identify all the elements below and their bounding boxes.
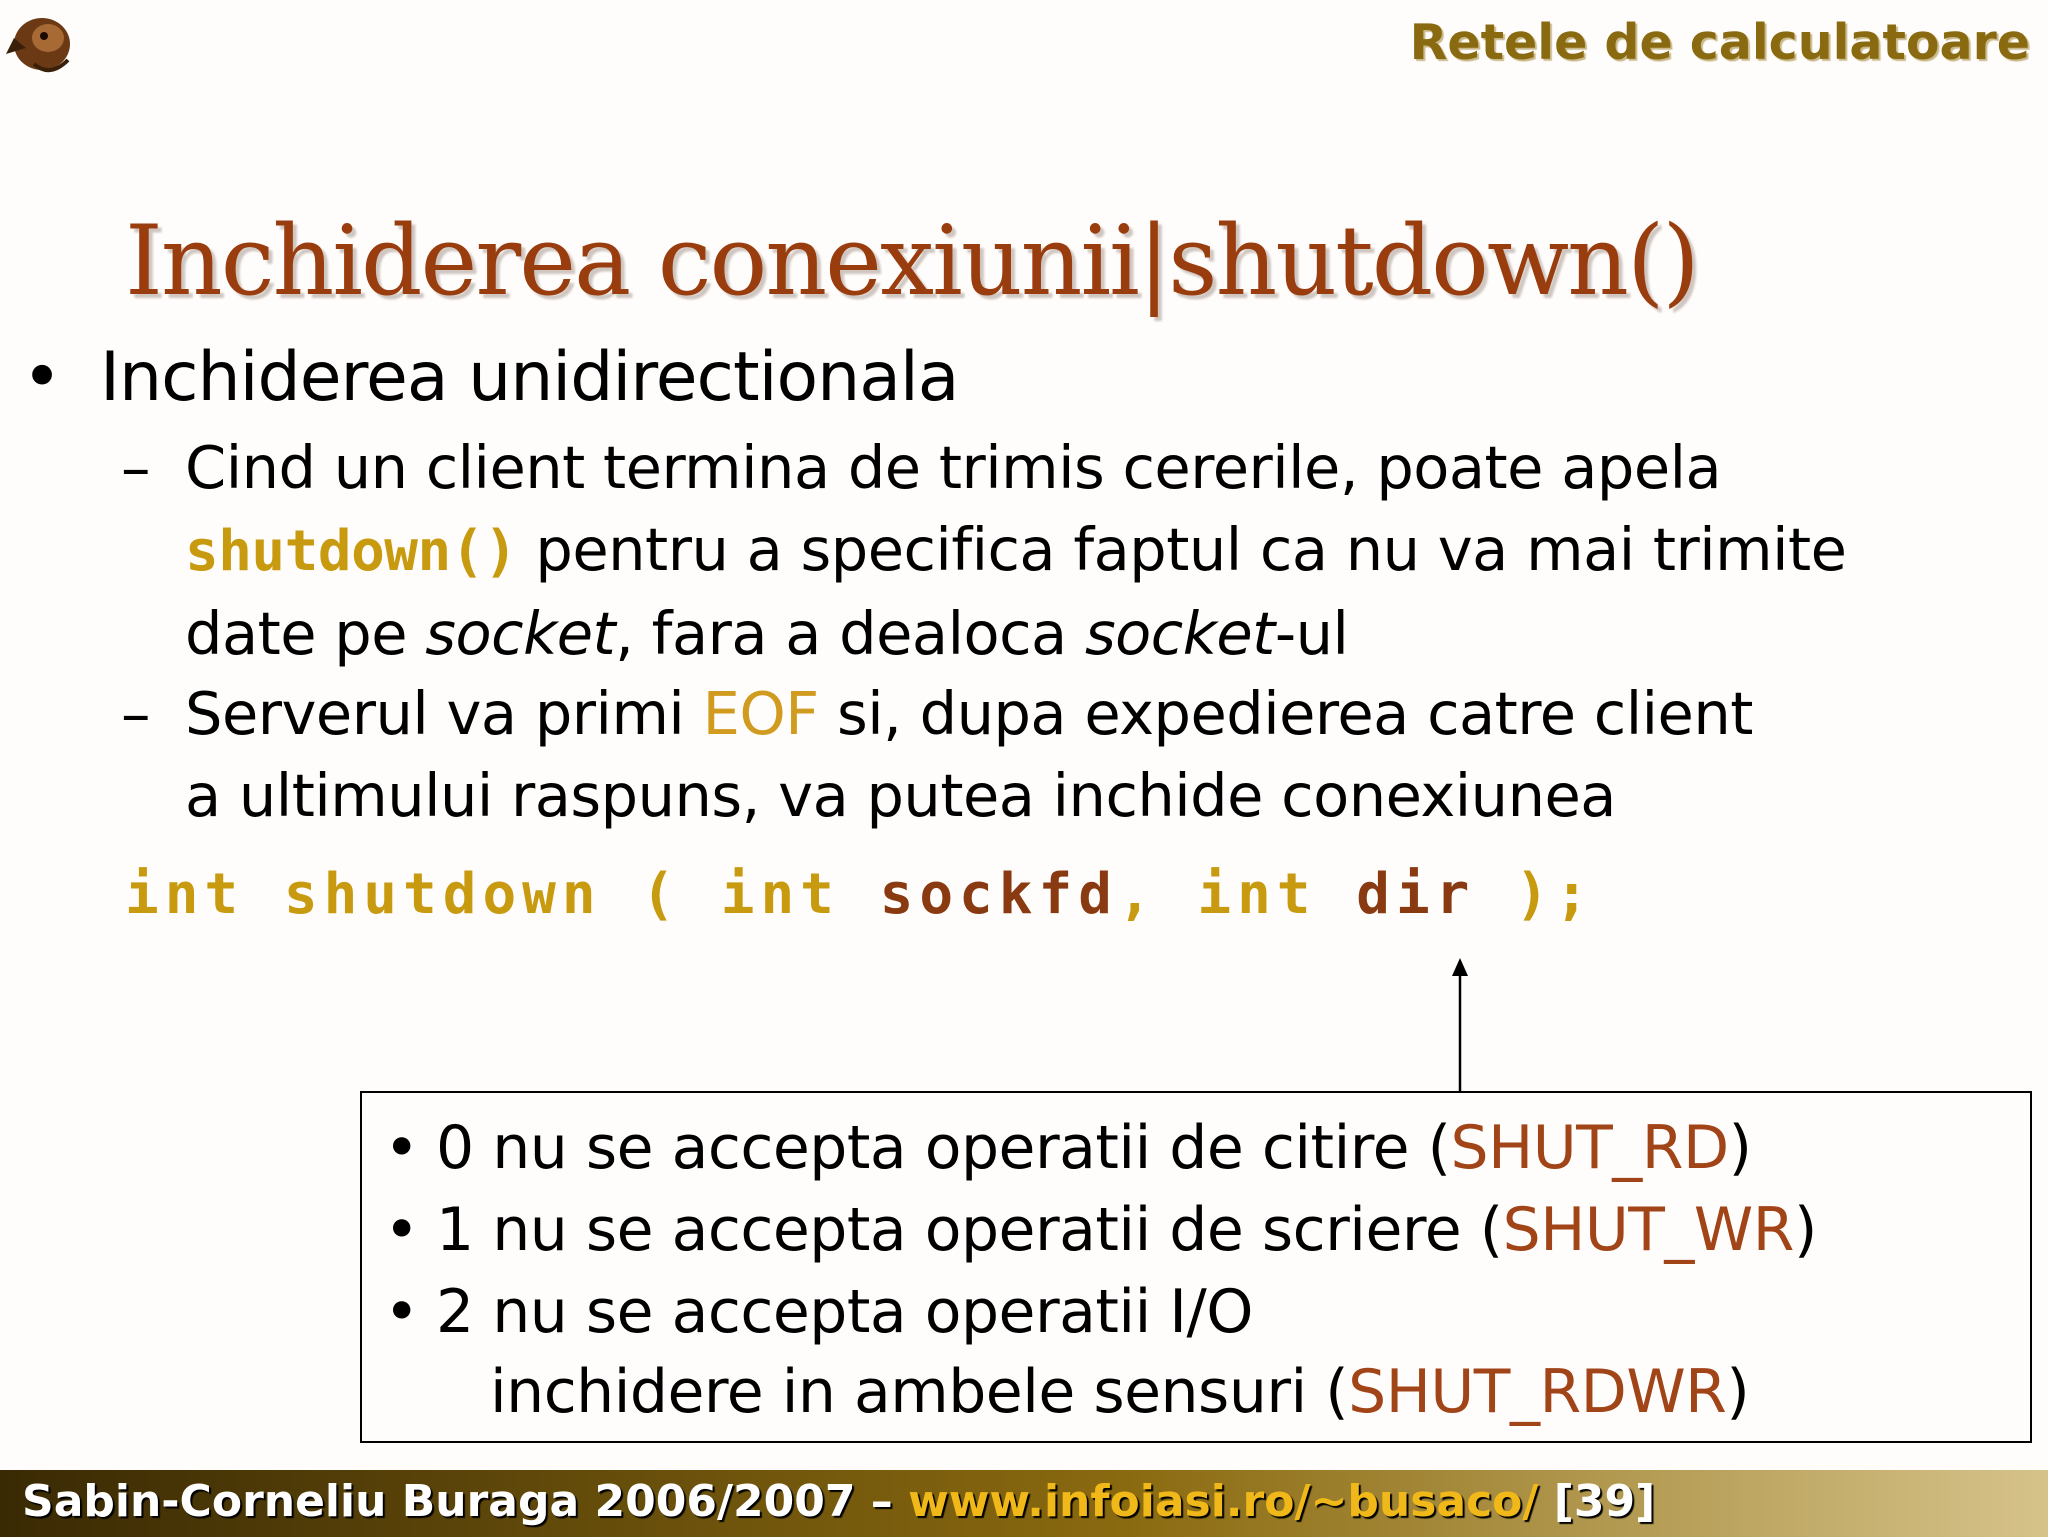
dir-value-2-continuation xyxy=(490,1357,1749,1427)
footer-bar xyxy=(0,1470,2048,1537)
sig-close: ); xyxy=(1515,862,1595,927)
slide-title xyxy=(125,205,1698,317)
bullet-main xyxy=(22,338,958,417)
bullet-main-text: Inchiderea unidirectionala xyxy=(100,338,959,417)
paren-close: ) xyxy=(1728,1113,1752,1183)
footer-author: Sabin-Corneliu Buraga 2006/2007 – xyxy=(22,1476,909,1527)
sig-int-2: int xyxy=(720,862,840,927)
sub1-line2 xyxy=(185,509,1846,593)
shut-wr-constant: SHUT_WR xyxy=(1502,1195,1794,1265)
arrow-up-icon xyxy=(1400,950,1520,1100)
socket-term-2: socket xyxy=(1084,599,1275,668)
sig-param-sockfd: sockfd xyxy=(879,862,1118,927)
continuation-text: inchidere in ambele sensuri ( xyxy=(490,1357,1349,1427)
title-left: Inchiderea conexiunii xyxy=(125,205,1138,317)
sub1-line3-a: date pe xyxy=(185,599,426,668)
socket-term: socket xyxy=(425,599,616,668)
box-bullet: • xyxy=(384,1277,419,1347)
dir-value-2-text: 2 nu se accepta operatii I/O xyxy=(436,1277,1253,1347)
shutdown-code: shutdown() xyxy=(185,519,518,584)
eof-term: EOF xyxy=(702,679,819,748)
dir-value-2 xyxy=(384,1277,1253,1347)
title-right: shutdown() xyxy=(1168,205,1698,317)
sub1-line3-c: -ul xyxy=(1274,599,1349,668)
sig-comma: , xyxy=(1117,862,1158,927)
sub-bullet-server xyxy=(121,673,1753,837)
footer-link[interactable]: www.infoiasi.ro/~busaco/ xyxy=(908,1476,1539,1527)
footer-text xyxy=(22,1476,1655,1527)
dir-values-box xyxy=(360,1091,2032,1443)
sub1-line3 xyxy=(185,593,1846,675)
title-separator: | xyxy=(1137,205,1169,317)
sub1-line3-b: , fara a dealoca xyxy=(615,599,1085,668)
sub2-line1-b: si, dupa expedierea catre client xyxy=(818,679,1753,748)
sig-int-1: int xyxy=(125,862,245,927)
paren-close: ) xyxy=(1793,1195,1817,1265)
footer-page-number: [39] xyxy=(1538,1476,1656,1527)
dash-marker: – xyxy=(121,679,150,748)
sub2-line1 xyxy=(185,673,1753,755)
sub-bullet-client xyxy=(121,427,1847,675)
sig-function-name: shutdown xyxy=(283,862,602,927)
dir-value-1 xyxy=(384,1195,1817,1265)
box-bullet: • xyxy=(384,1195,419,1265)
sub2-line2: a ultimului raspuns, va putea inchide conexiunea xyxy=(185,761,1616,830)
dir-value-0 xyxy=(384,1113,1752,1183)
sub2-line1-a: Serverul va primi xyxy=(185,679,703,748)
sub1-line1: Cind un client termina de trimis cererile, poate apela xyxy=(185,433,1722,502)
shut-rd-constant: SHUT_RD xyxy=(1450,1113,1729,1183)
dir-value-0-text: 0 nu se accepta operatii de citire ( xyxy=(436,1113,1451,1183)
shut-rdwr-constant: SHUT_RDWR xyxy=(1348,1357,1727,1427)
bullet-marker: • xyxy=(22,338,62,417)
bird-head-icon xyxy=(4,8,76,80)
dash-marker: – xyxy=(121,433,150,502)
sig-int-3: int xyxy=(1197,862,1317,927)
dir-value-1-text: 1 nu se accepta operatii de scriere ( xyxy=(436,1195,1503,1265)
box-bullet: • xyxy=(384,1113,419,1183)
sig-open-paren: ( xyxy=(641,862,682,927)
function-signature xyxy=(125,862,1595,927)
course-title: Retele de calculatoare xyxy=(1409,14,2030,71)
sub1-line2-rest: pentru a specifica faptul ca nu va mai trimite xyxy=(517,515,1847,584)
paren-close: ) xyxy=(1726,1357,1750,1427)
sig-param-dir: dir xyxy=(1356,862,1476,927)
